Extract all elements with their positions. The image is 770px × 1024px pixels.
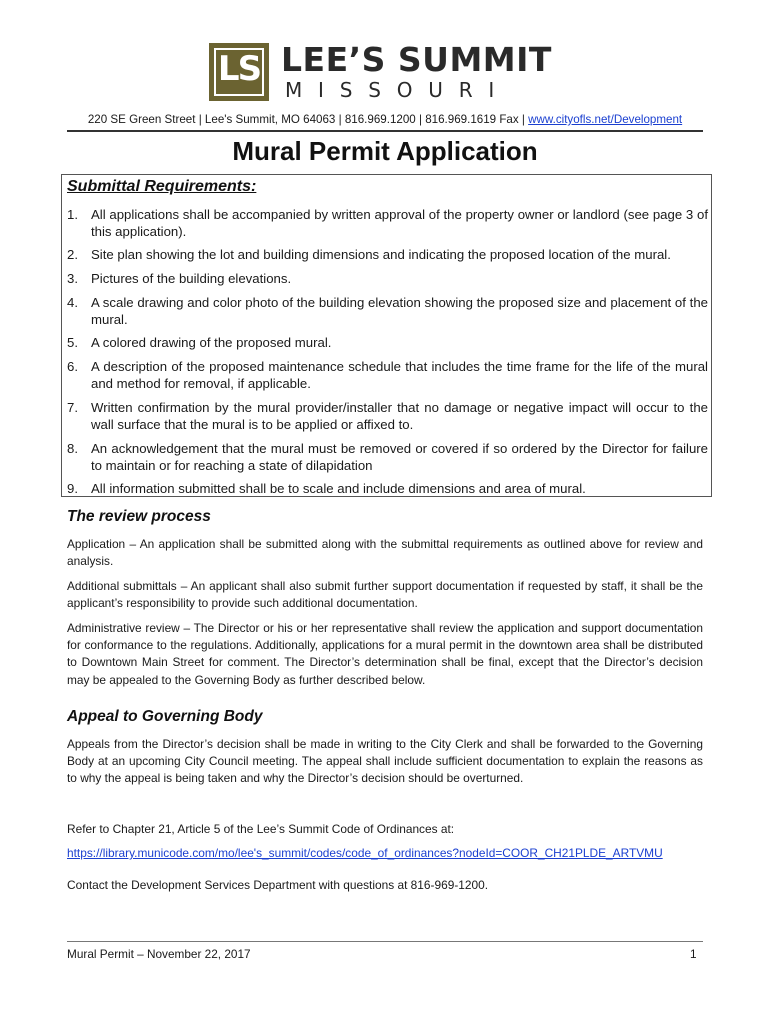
city-logo (209, 40, 569, 102)
header-divider (67, 130, 703, 132)
reference-intro: Refer to Chapter 21, Article 5 of the Lee’s Summit Code of Ordinances at: (67, 822, 455, 836)
list-item (67, 440, 708, 474)
list-item (67, 358, 708, 392)
address-text: 220 SE Green Street | Lee's Summit, MO 64063 | 816.969.1200 | 816.969.1619 Fax | (87, 113, 525, 126)
list-item (67, 206, 708, 240)
list-item-number: 7. (67, 400, 78, 415)
list-item (67, 480, 708, 497)
logo-mark (209, 43, 269, 101)
review-paragraph: Administrative review – The Director or his or her representative shall review the application and support documentation for conformance to the regulations. Additionally, applications for a mural permit in the downtown area shall be distributed to Downtown Main Street for comment. The Director’s determination shall be final, except that the Director’s decision may be appealed to the Governing Body as further described below. (67, 621, 703, 687)
page-title: Mural Permit Application (232, 136, 538, 166)
list-item-text: A description of the proposed maintenance schedule that includes the time frame for the life of the mural and method for removal, if applicable. (91, 359, 708, 391)
list-item-text: An acknowledgement that the mural must be removed or covered if so ordered by the Director for failure to maintain or for reaching a state of dilapidation (91, 441, 708, 473)
address-line (0, 113, 770, 126)
list-item (67, 246, 708, 263)
appeal-paragraph: Appeals from the Director’s decision shall be made in writing to the City Clerk and shall be forwarded to the Governing Body at an upcoming City Council meeting. The appeal shall include sufficient documentation to explain the reasons as to why the appeal is being taken and why the Director’s decision should be overturned. (67, 737, 703, 786)
list-item-number: 2. (67, 247, 78, 262)
contact-text: Contact the Development Services Department with questions at 816-969-1200. (67, 878, 489, 892)
list-item-text: Written confirmation by the mural provider/installer that no damage or negative impact will occur to the wall surface that the mural is to be applied or affixed to. (91, 400, 708, 432)
list-item-text: All information submitted shall be to scale and include dimensions and area of mural. (91, 481, 586, 496)
list-item-text: A colored drawing of the proposed mural. (91, 335, 332, 350)
list-item-text: Site plan showing the lot and building dimensions and indicating the proposed location of the mural. (91, 247, 671, 262)
list-item-number: 4. (67, 295, 78, 310)
list-item-text: Pictures of the building elevations. (91, 271, 292, 286)
list-item-text: A scale drawing and color photo of the building elevation showing the proposed size and placement of the mural. (91, 295, 708, 327)
review-paragraph: Additional submittals – An applicant shall also submit further support documentation if requested by staff, it shall be the applicant’s responsibility to provide such additional documentation. (67, 579, 703, 611)
list-item (67, 294, 708, 328)
list-item (67, 334, 708, 351)
requirements-heading: Submittal Requirements: (67, 178, 257, 195)
review-heading: The review process (67, 508, 211, 525)
footer-divider (67, 941, 703, 942)
list-item (67, 270, 708, 287)
list-item-number: 3. (67, 271, 78, 286)
list-item (67, 399, 708, 433)
footer-doc-date: Mural Permit – November 22, 2017 (67, 947, 251, 961)
municode-link[interactable]: https://library.municode.com/mo/lee's_summit/codes/code_of_ordinances?nodeId=COOR_CH21PLDE_ARTVMU (67, 846, 663, 860)
list-item-number: 1. (67, 207, 78, 222)
list-item-number: 6. (67, 359, 78, 374)
list-item-number: 5. (67, 335, 78, 350)
logo-city-name: LEE’S SUMMIT (281, 40, 552, 79)
list-item-text: All applications shall be accompanied by written approval of the property owner or landlord (see page 3 of this application). (91, 207, 708, 239)
website-link[interactable]: www.cityofls.net/Development (528, 113, 683, 126)
list-item-number: 8. (67, 441, 78, 456)
page-number: 1 (690, 947, 697, 961)
logo-mark-text: LS (217, 49, 261, 89)
review-paragraph: Application – An application shall be submitted along with the submittal requirements as outlined above for review and analysis. (67, 537, 703, 569)
list-item-number: 9. (67, 481, 78, 496)
logo-state-name: MISSOURI (285, 78, 511, 102)
appeal-heading: Appeal to Governing Body (67, 708, 263, 725)
